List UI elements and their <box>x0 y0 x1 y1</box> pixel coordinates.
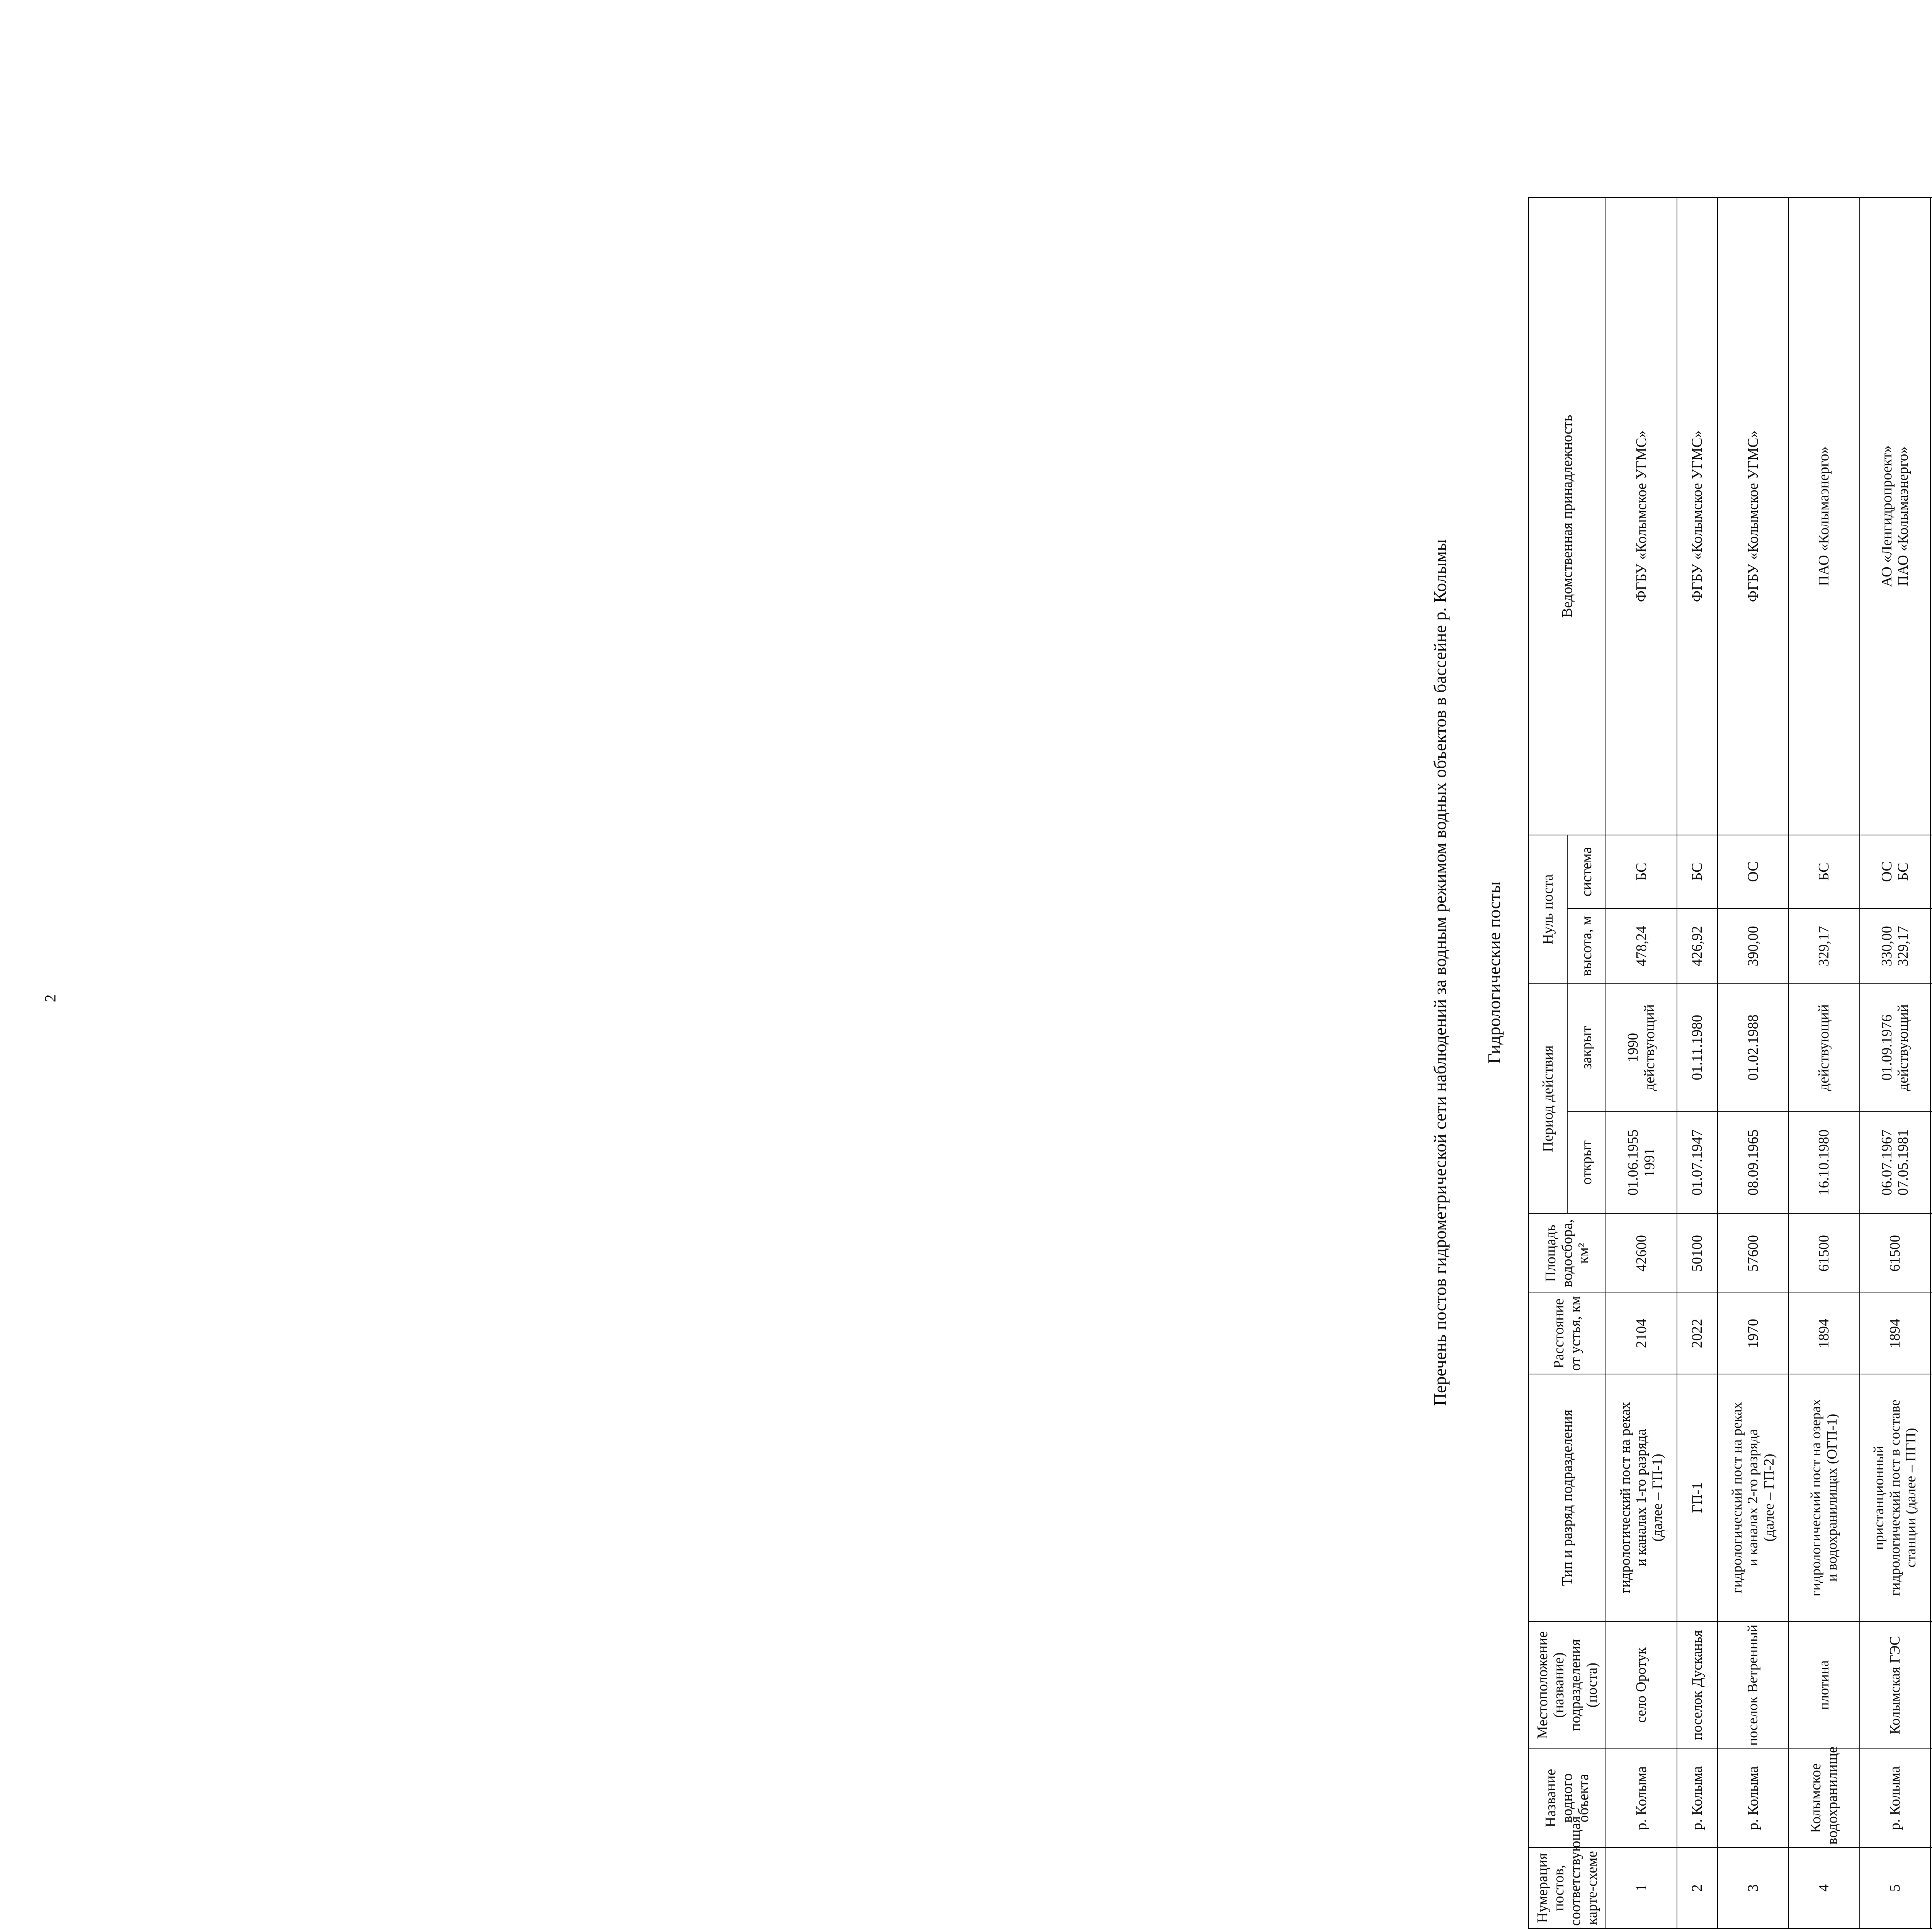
cell-owner: ФГБУ «Колымское УГМС» <box>1606 197 1677 835</box>
cell-type: пристанционный гидрологический пост в составе станции (далее – ПГП) <box>1860 1374 1931 1621</box>
header-opened: открыт <box>1567 1111 1606 1214</box>
cell-distance: 1970 <box>1718 1293 1789 1374</box>
cell-distance: 1894 <box>1860 1293 1931 1374</box>
cell-area: 61500 <box>1789 1214 1860 1293</box>
cell-type: гидрологический пост на реках и каналах 1-го разряда (далее – ГП-1) <box>1606 1374 1677 1621</box>
header-closed: закрыт <box>1567 984 1606 1111</box>
cell-system: ОС <box>1718 835 1789 908</box>
header-height: высота, м <box>1567 908 1606 984</box>
cell-area <box>1930 1214 1932 1293</box>
cell-system: БС <box>1606 835 1677 908</box>
cell-distance: 2022 <box>1677 1293 1718 1374</box>
cell-area: 57600 <box>1718 1214 1789 1293</box>
cell-closed: 01.09.1976 действующий <box>1860 984 1931 1111</box>
cell-type: гидрологический пост на реках и каналах 2-го разряда (далее – ГП-2) <box>1718 1374 1789 1621</box>
cell-system: БС <box>1677 835 1718 908</box>
cell-height: 478,24 <box>1606 908 1677 984</box>
cell-system: ОС БС <box>1860 835 1931 908</box>
page-number: 2 <box>41 994 59 1002</box>
cell-object: р. Колыма <box>1718 1749 1789 1847</box>
cell-owner <box>1930 197 1932 835</box>
cell-location <box>1930 1621 1932 1749</box>
cell-opened: 08.09.1965 <box>1718 1111 1789 1214</box>
cell-object <box>1930 1749 1932 1847</box>
cell-num: 4 <box>1789 1847 1860 1929</box>
cell-num: 3 <box>1718 1847 1789 1929</box>
cell-distance: 1894 <box>1789 1293 1860 1374</box>
cell-location: плотина <box>1789 1621 1860 1749</box>
cell-closed: действующий <box>1789 984 1860 1111</box>
cell-object: Колымское водохранилище <box>1789 1749 1860 1847</box>
header-area: Площадь водосбора, км² <box>1529 1214 1606 1293</box>
cell-object: р. Колыма <box>1860 1749 1931 1847</box>
document-title: Перечень постов гидрометрической сети наблюдений за водным режимом водных объектов в бассейне р. Колымы <box>1430 539 1450 1406</box>
cell-owner: ФГБУ «Колымское УГМС» <box>1718 197 1789 835</box>
rotated-page <box>1349 5 1932 1932</box>
cell-height: 330,00 329,17 <box>1860 908 1931 984</box>
header-distance: Расстояние от устья, км <box>1529 1293 1606 1374</box>
cell-closed: 01.11.1980 <box>1677 984 1718 1111</box>
cell-height: 390,00 <box>1718 908 1789 984</box>
header-owner: Ведомственная принадлежность <box>1529 197 1606 835</box>
cell-type <box>1930 1374 1932 1621</box>
cell-num <box>1930 1847 1932 1929</box>
posts-table <box>1528 197 1932 1929</box>
cell-location: поселок Ветренный <box>1718 1621 1789 1749</box>
cell-location: Колымская ГЭС <box>1860 1621 1931 1749</box>
cell-type: ГП-1 <box>1677 1374 1718 1621</box>
cell-opened: 06.07.1967 07.05.1981 <box>1860 1111 1931 1214</box>
header-object: Название водного объекта <box>1529 1749 1606 1847</box>
cell-height: 329,17 <box>1789 908 1860 984</box>
header-num: Нумерация постов, соответствующая карте-схеме <box>1529 1847 1606 1929</box>
section-title: Гидрологические посты <box>1484 881 1504 1064</box>
cell-area: 42600 <box>1606 1214 1677 1293</box>
cell-closed: 01.02.1988 <box>1718 984 1789 1111</box>
cell-location: село Оротук <box>1606 1621 1677 1749</box>
header-type: Тип и разряд подразделения <box>1529 1374 1606 1621</box>
cell-object: р. Колыма <box>1606 1749 1677 1847</box>
cell-area: 61500 <box>1860 1214 1931 1293</box>
cell-area: 50100 <box>1677 1214 1718 1293</box>
cell-owner: АО «Ленгидропроект» ПАО «Колымаэнерго» <box>1860 197 1931 835</box>
cell-height: 426,92 <box>1677 908 1718 984</box>
cell-opened: 01.07.1947 <box>1677 1111 1718 1214</box>
cell-owner: ПАО «Колымаэнерго» <box>1789 197 1860 835</box>
header-period: Период действия <box>1529 984 1567 1214</box>
cell-opened: 16.10.1980 <box>1789 1111 1860 1214</box>
cell-object: р. Колыма <box>1677 1749 1718 1847</box>
cell-closed <box>1930 984 1932 1111</box>
cell-height <box>1930 908 1932 984</box>
cell-type: гидрологический пост на озерах и водохранилищах (ОГП-1) <box>1789 1374 1860 1621</box>
cell-opened: 01.06.1955 1991 <box>1606 1111 1677 1214</box>
cell-distance: 2104 <box>1606 1293 1677 1374</box>
cell-distance <box>1930 1293 1932 1374</box>
cell-num: 1 <box>1606 1847 1677 1929</box>
cell-system <box>1930 835 1932 908</box>
cell-closed: 1990 действующий <box>1606 984 1677 1111</box>
header-zero: Нуль поста <box>1529 835 1567 984</box>
header-location: Местоположение (название) подразделения (поста) <box>1529 1621 1606 1749</box>
cell-num: 2 <box>1677 1847 1718 1929</box>
cell-num: 5 <box>1860 1847 1931 1929</box>
cell-opened <box>1930 1111 1932 1214</box>
cell-system: БС <box>1789 835 1860 908</box>
header-system: система <box>1567 835 1606 908</box>
cell-owner: ФГБУ «Колымское УГМС» <box>1677 197 1718 835</box>
cell-location: поселок Дусканья <box>1677 1621 1718 1749</box>
